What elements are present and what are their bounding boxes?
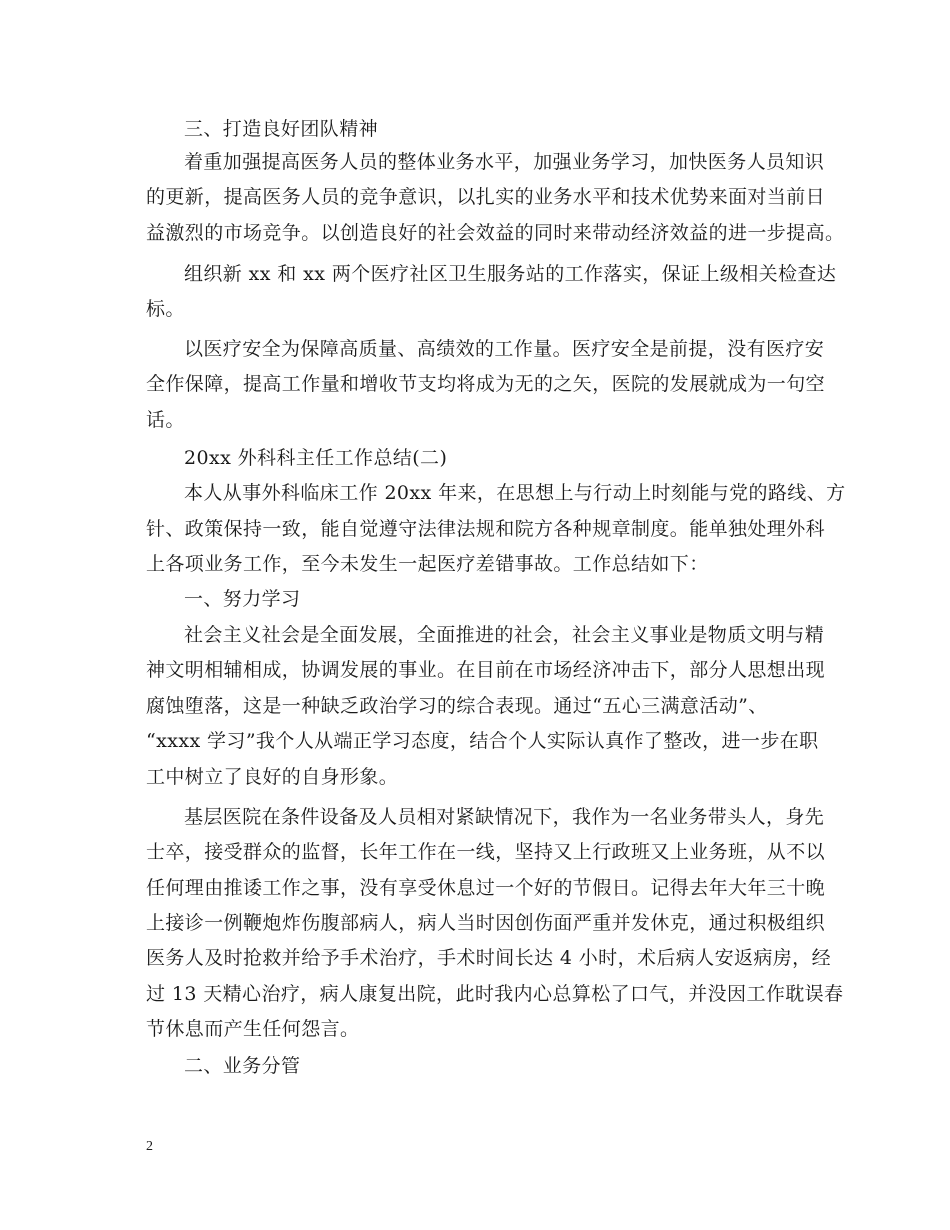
paragraph-line: 医务人及时抢救并给予手术治疗，手术时间长达 4 小时，术后病人安返病房，经 [146,947,831,969]
paragraph-line: 过 13 天精心治疗，病人康复出院，此时我内心总算松了口气，并没因工作耽误春 [146,983,844,1005]
paragraph-line: 标。 [146,298,185,320]
section-heading-3: 三、打造良好团队精神 [184,118,379,140]
paragraph-line: 本人从事外科临床工作 20xx 年来，在思想上与行动上时刻能与党的路线、方 [184,482,846,504]
page-number: 2 [146,1139,153,1154]
paragraph-line: 神文明相辅相成，协调发展的事业。在目前在市场经济冲击下，部分人思想出现 [146,659,826,681]
paragraph-line: 基层医院在条件设备及人员相对紧缺情况下，我作为一名业务带头人，身先 [184,806,825,828]
paragraph-line: 以医疗安全为保障高质量、高绩效的工作量。医疗安全是前提，没有医疗安 [184,338,825,360]
paragraph-line: 针、政策保持一致，能自觉遵守法律法规和院方各种规章制度。能单独处理外科 [146,518,826,540]
paragraph-line: 全作保障，提高工作量和增收节支均将成为无的之矢，医院的发展就成为一句空 [146,373,826,395]
paragraph-line: 的更新，提高医务人员的竞争意识，以扎实的业务水平和技术优势来面对当前日 [146,186,826,208]
section-heading-1: 一、努力学习 [184,588,301,610]
paragraph-line: 组织新 xx 和 xx 两个医疗社区卫生服务站的工作落实，保证上级相关检查达 [184,263,837,285]
paragraph-line: “xxxx 学习”我个人从端正学习态度，结合个人实际认真作了整改，进一步在职 [146,730,819,752]
paragraph-line: 工中树立了良好的自身形象。 [146,766,399,788]
paragraph-line: 着重加强提高医务人员的整体业务水平，加强业务学习，加快医务人员知识 [184,151,825,173]
paragraph-line: 腐蚀堕落，这是一种缺乏政治学习的综合表现。通过“五心三满意活动”、 [146,695,768,717]
section-heading-2: 二、业务分管 [184,1055,301,1077]
document-subtitle: 20xx 外科科主任工作总结(二) [184,447,448,469]
paragraph-line: 益激烈的市场竞争。以创造良好的社会效益的同时来带动经济效益的进一步提高。 [146,222,845,244]
paragraph-line: 社会主义社会是全面发展，全面推进的社会，社会主义事业是物质文明与精 [184,624,825,646]
paragraph-line: 话。 [146,409,185,431]
paragraph-line: 士卒，接受群众的监督，长年工作在一线，坚持又上行政班又上业务班，从不以 [146,841,826,863]
paragraph-line: 上各项业务工作，至今未发生一起医疗差错事故。工作总结如下： [146,553,709,575]
paragraph-line: 上接诊一例鞭炮炸伤腹部病人，病人当时因创伤面严重并发休克，通过积极组织 [146,912,826,934]
paragraph-line: 节休息而产生任何怨言。 [146,1018,360,1040]
paragraph-line: 任何理由推诿工作之事，没有享受休息过一个好的节假日。记得去年大年三十晚 [146,877,826,899]
